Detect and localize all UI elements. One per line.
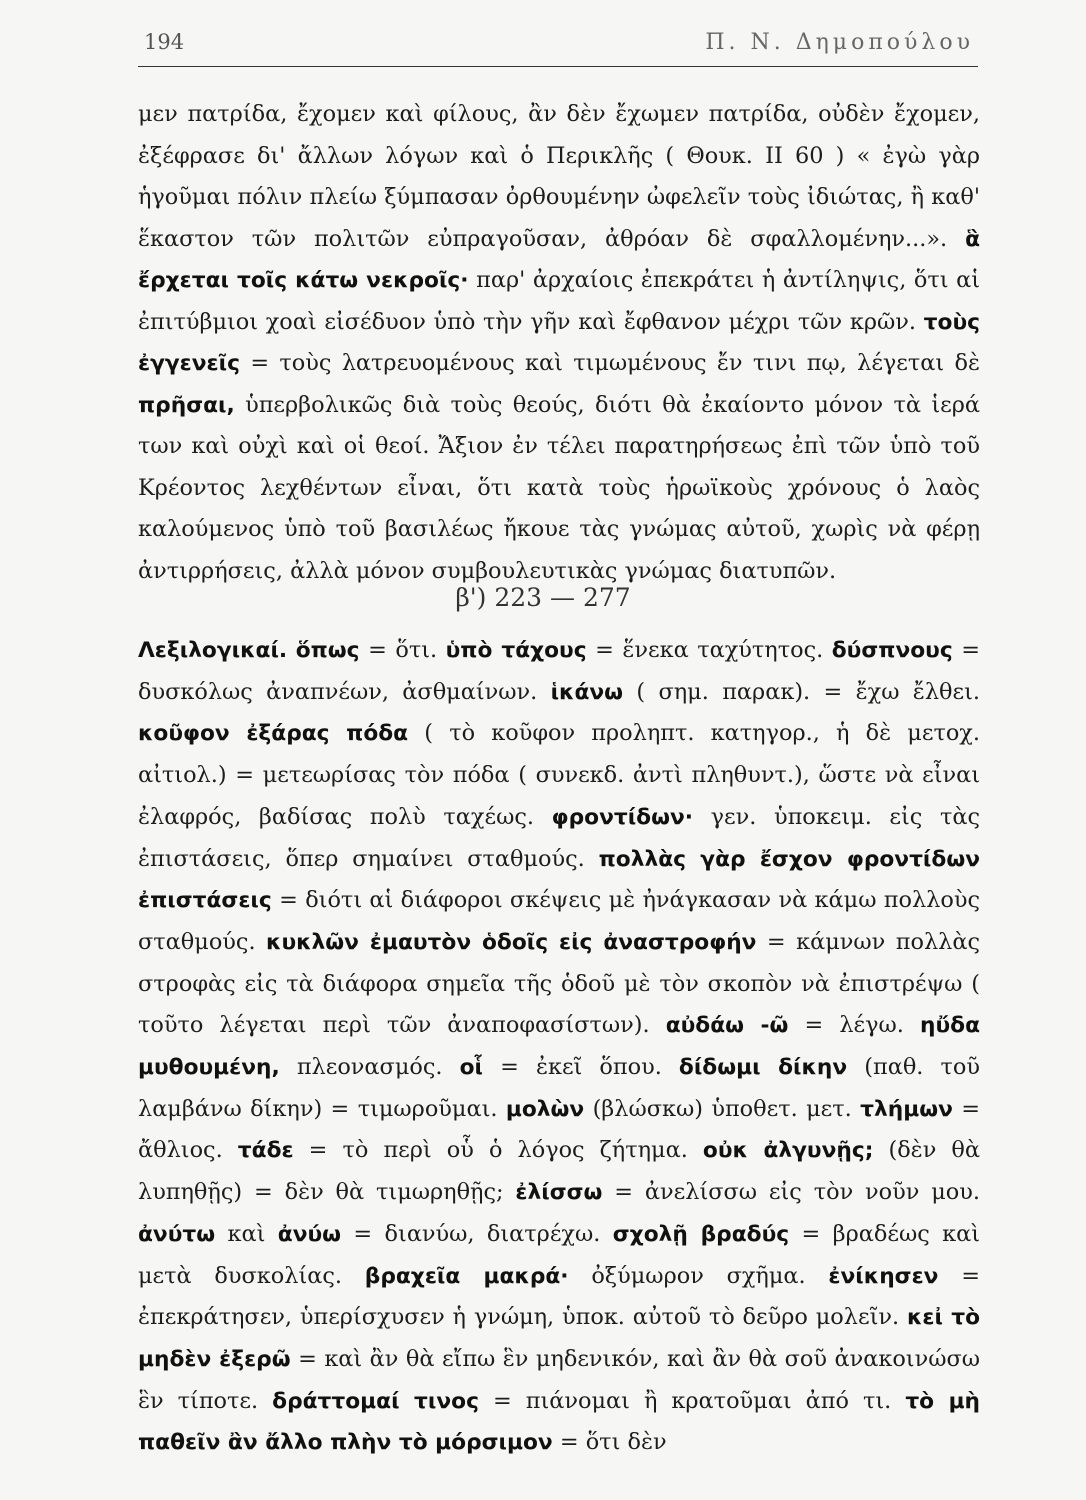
lemma: ἱκάνω	[550, 679, 624, 705]
page-number: 194	[144, 30, 185, 54]
text-segment: = καὶ ἂν θὰ εἴπω ἓν μηδενικόν, καὶ ἂν θὰ σοῦ ἀνακοινώσω ἓν τίποτε.	[138, 1345, 980, 1414]
text-segment: = ὅτι.	[359, 637, 446, 663]
lemma: φροντίδων·	[551, 804, 694, 830]
text-segment: καὶ	[215, 1220, 278, 1247]
lemma: δίδωμι δίκην	[678, 1055, 848, 1081]
text-segment: πλεονασμός.	[279, 1054, 460, 1081]
lemma: κοῦφον ἐξάρας πόδα	[138, 721, 409, 747]
text-segment: = δυσκόλως ἀναπνέων, ἀσθμαίνων.	[138, 637, 980, 705]
text-segment: = τοὺς λατρευομένους καὶ τιμωμένους ἔν τινι πῳ, λέγεται δὲ	[240, 350, 980, 376]
lemma: σχολῇ βραδύς	[612, 1221, 790, 1247]
lemma: τάδε	[237, 1138, 294, 1164]
text-segment: ( σημ. παρακ). = ἔχω ἔλθει.	[623, 678, 980, 705]
text-segment: γεν. ὑποκειμ. εἰς τὰς ἐπιστάσεις, ὅπερ σημαίνει σταθμούς.	[138, 803, 980, 872]
lemma: πολλὰς γὰρ ἔσχον φροντίδων ἐπιστάσεις	[138, 846, 980, 914]
text-segment: = διότι αἱ διάφοροι σκέψεις μὲ ἠνάγκασαν νὰ κάμω πολλοὺς σταθμούς.	[138, 887, 980, 955]
text-segment: (δὲν θὰ λυπηθῇς) = δὲν θὰ τιμωρηθῇς;	[138, 1137, 980, 1206]
text-segment: παρ' ἀρχαίοις ἐπεκράτει ἡ ἀντίληψις, ὅτι αἱ ἐπιτύβμιοι χοαὶ εἰσέδυον ὑπὸ τὴν γῆν καὶ ἔφθανον μέχρι τῶν κρῶν.	[138, 267, 980, 335]
text-segment: = ἀνελίσσω εἰς τὸν νοῦν μου.	[602, 1179, 980, 1206]
lemma: δράττομαί τινος	[272, 1388, 479, 1414]
lemma: αὐδάω -ῶ	[665, 1013, 789, 1039]
text-segment: = κάμνων πολλὰς στροφὰς εἰς τὰ διάφορα σημεῖα τῆς ὁδοῦ μὲ τὸν σκοπὸν νὰ ἐπιστρέψω ( τοῦτο λέγεται περὶ τῶν ἀναποφασίστων).	[138, 928, 980, 1039]
lemma: βραχεῖα μακρά·	[364, 1263, 569, 1289]
text-segment: = ὅτι δὲν	[552, 1429, 667, 1456]
lemma: ὅπως	[295, 638, 360, 663]
text-segment: = τὸ περὶ οὗ ὁ λόγος ζήτημα.	[293, 1137, 703, 1164]
lemma: τὸ μὴ παθεῖν ἂν ἄλλο πλὴν τὸ μόρσιμον	[138, 1388, 981, 1456]
section-heading: β') 223 — 277	[455, 583, 631, 612]
text-segment: (βλώσκω) ὑποθετ. μετ.	[584, 1095, 861, 1122]
text-segment: = ἕνεκα ταχύτητος.	[586, 637, 832, 663]
lemma: δύσπνους	[831, 638, 953, 663]
lemma: ὑπὸ τάχους	[445, 638, 587, 663]
lemma: τλήμων	[860, 1096, 953, 1122]
lemma: ἀνύω	[277, 1221, 342, 1247]
text-segment: = ἄθλιος.	[138, 1095, 981, 1164]
text-segment: = διανύω, διατρέχω.	[341, 1220, 613, 1247]
text-segment: = ἐπεκράτησεν, ὑπερίσχυσεν ἡ γνώμη, ὑποκ. αὐτοῦ τὸ δεῦρο μολεῖν.	[138, 1262, 980, 1331]
text-segment: ὑπερβολικῶς διὰ τοὺς θεούς, διότι θὰ ἐκαίοντο μόνον τὰ ἱερά των καὶ οὐχὶ καὶ οἱ θεοί. Ἄξιον ἐν τέλει παρατηρήσεως ἐπὶ τῶν ὑπὸ τοῦ Κρέοντος λεχθέντων εἶναι, ὅτι κατὰ τοὺς ἡρωϊκοὺς χρόνους ὁ λαὸς καλούμενος ὑπὸ τοῦ βασιλέως ἤκουε τὰς γνώμας αὐτοῦ, χωρὶς νὰ φέρῃ ἀντιρρήσεις, ἀλλὰ μόνον συμβουλευτικὰς γνώμας διατυπῶν.	[138, 391, 980, 584]
text-segment: = πιάνομαι ἢ κρατοῦμαι ἀπό τι.	[478, 1387, 906, 1414]
lemma: οὐκ ἀλγυνῇς;	[702, 1138, 874, 1164]
lemma: οἷ	[459, 1055, 483, 1081]
lemma: Λεξιλογικαί.	[138, 638, 288, 663]
lemma: κεἰ τὸ μηδὲν ἐξερῶ	[138, 1305, 980, 1372]
text-segment: μεν πατρίδα, ἔχομεν καὶ φίλους, ἂν δὲν ἔχωμεν πατρίδα, οὐδὲν ἔχομεν, ἐξέφρασε δι' ἄλλων λόγων καὶ ὁ Περικλῆς ( Θουκ. ΙΙ 60 ) « ἐγὼ γὰρ ἡγοῦμαι πόλιν πλείω ξύμπασαν ὀρθουμένην ὠφελεῖν τοὺς ἰδιώτας, ἢ καθ' ἕκαστον τῶν πολιτῶν εὐπραγοῦσαν, ἀθρόαν δὲ σφαλλομένην...».	[138, 101, 980, 252]
lemma: ἐνίκησεν	[828, 1263, 939, 1289]
commentary-paragraph-1	[138, 94, 980, 592]
text-segment: = λέγω.	[788, 1012, 921, 1039]
running-head: Π. Ν. Δημοπούλου	[705, 30, 974, 55]
lemma: ηὔδα μυθουμένη,	[138, 1013, 980, 1081]
lemma: ἐλίσσω	[515, 1180, 603, 1206]
lemma: μολὼν	[505, 1096, 585, 1122]
lexical-notes-paragraph	[138, 630, 980, 1464]
lemma: ἃ ἔρχεται τοῖς κάτω νεκροῖς·	[138, 226, 980, 293]
text-segment: (παθ. τοῦ λαμβάνω δίκην) = τιμωροῦμαι.	[138, 1054, 980, 1122]
lemma: κυκλῶν ἐμαυτὸν ὁδοῖς εἰς ἀναστροφήν	[266, 929, 757, 955]
lemma: ἀνύτω	[138, 1221, 216, 1247]
lemma: τοὺς ἐγγενεῖς	[138, 309, 980, 376]
lemma: πρῆσαι,	[138, 392, 235, 418]
text-segment: = ἐκεῖ ὅπου.	[483, 1054, 679, 1081]
page-header	[138, 22, 978, 67]
text-segment: ( τὸ κοῦφον προληπτ. κατηγορ., ἡ δὲ μετοχ. αἰτιολ.) = μετεωρίσας τὸν πόδα ( συνεκδ. ἀντὶ πληθυντ.), ὥστε νὰ εἶναι ἐλαφρός, βαδίσας πολὺ ταχέως.	[138, 720, 980, 830]
text-segment: = βραδέως καὶ μετὰ δυσκολίας.	[138, 1220, 981, 1289]
text-segment: ὀξύμωρον σχῆμα.	[568, 1262, 829, 1289]
